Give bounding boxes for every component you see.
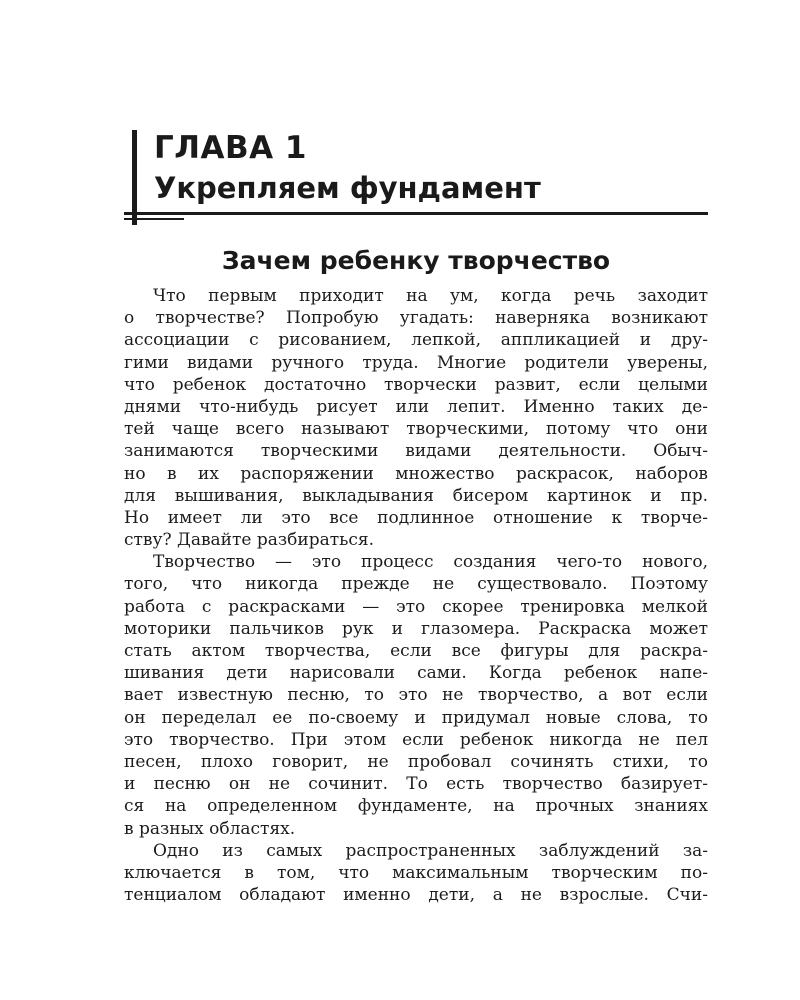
body-line: Одно из самых распространенных заблуждений за- — [153, 840, 708, 861]
body-line: работа с раскрасками — это скорее тренировка мелкой — [124, 596, 708, 617]
body-line: он переделал ее по-своему и придумал новые слова, то — [124, 707, 708, 728]
body-text — [124, 285, 708, 906]
body-line: шивания дети нарисовали сами. Когда ребенок напе- — [124, 663, 708, 684]
body-line: и песню он не сочинит. То есть творчество базирует- — [124, 774, 708, 795]
body-line: Творчество — это процесс создания чего-то нового, — [153, 552, 708, 573]
body-line: о творчестве? Попробую угадать: наверняка возникают — [124, 308, 708, 329]
body-line: стать актом творчества, если все фигуры для раскра- — [124, 641, 708, 661]
body-line: ассоциации с рисованием, лепкой, аппликацией и дру- — [124, 330, 708, 351]
chapter-title: Укрепляем фундамент — [154, 171, 541, 205]
chapter-vertical-bar — [132, 130, 137, 225]
chapter-label: ГЛАВА 1 — [154, 130, 307, 166]
body-line: но в их распоряжении множество раскрасок, наборов — [124, 463, 708, 484]
body-line: песен, плохо говорит, не пробовал сочинять стихи, то — [124, 751, 708, 772]
body-line: вает известную песню, то это не творчество, а вот если — [124, 685, 708, 706]
body-line: что ребенок достаточно творчески развит, если целыми — [124, 374, 708, 395]
body-line: в разных областях. — [124, 818, 296, 839]
section-title: Зачем ребенку творчество — [221, 246, 611, 275]
body-line: днями что-нибудь рисует или лепит. Именно таких де- — [124, 396, 708, 417]
body-line: гими видами ручного труда. Многие родители уверены, — [124, 352, 708, 373]
body-line: ключается в том, что максимальным творческим по- — [124, 862, 708, 883]
body-line: Но имеет ли это все подлинное отношение к творче- — [124, 507, 708, 528]
body-line: того, что никогда прежде не существовало. Поэтому — [124, 574, 708, 595]
body-line: ству? Давайте разбираться. — [124, 530, 375, 551]
chapter-underline-rule — [124, 212, 708, 215]
body-line: Что первым приходит на ум, когда речь заходит — [153, 286, 708, 306]
body-line: для вышивания, выкладывания бисером картинок и пр. — [124, 485, 708, 506]
body-line: тенциалом обладают именно дети, а не взрослые. Счи- — [124, 885, 708, 906]
body-line: занимаются творческими видами деятельности. Обыч- — [124, 441, 708, 462]
body-line: моторики пальчиков рук и глазомера. Раскраска может — [124, 618, 708, 639]
body-line: тей чаще всего называют творческими, потому что они — [124, 419, 708, 440]
chapter-underline-accent — [124, 218, 184, 220]
body-line: ся на определенном фундаменте, на прочных знаниях — [124, 796, 708, 817]
body-line: это творчество. При этом если ребенок никогда не пел — [124, 729, 708, 750]
